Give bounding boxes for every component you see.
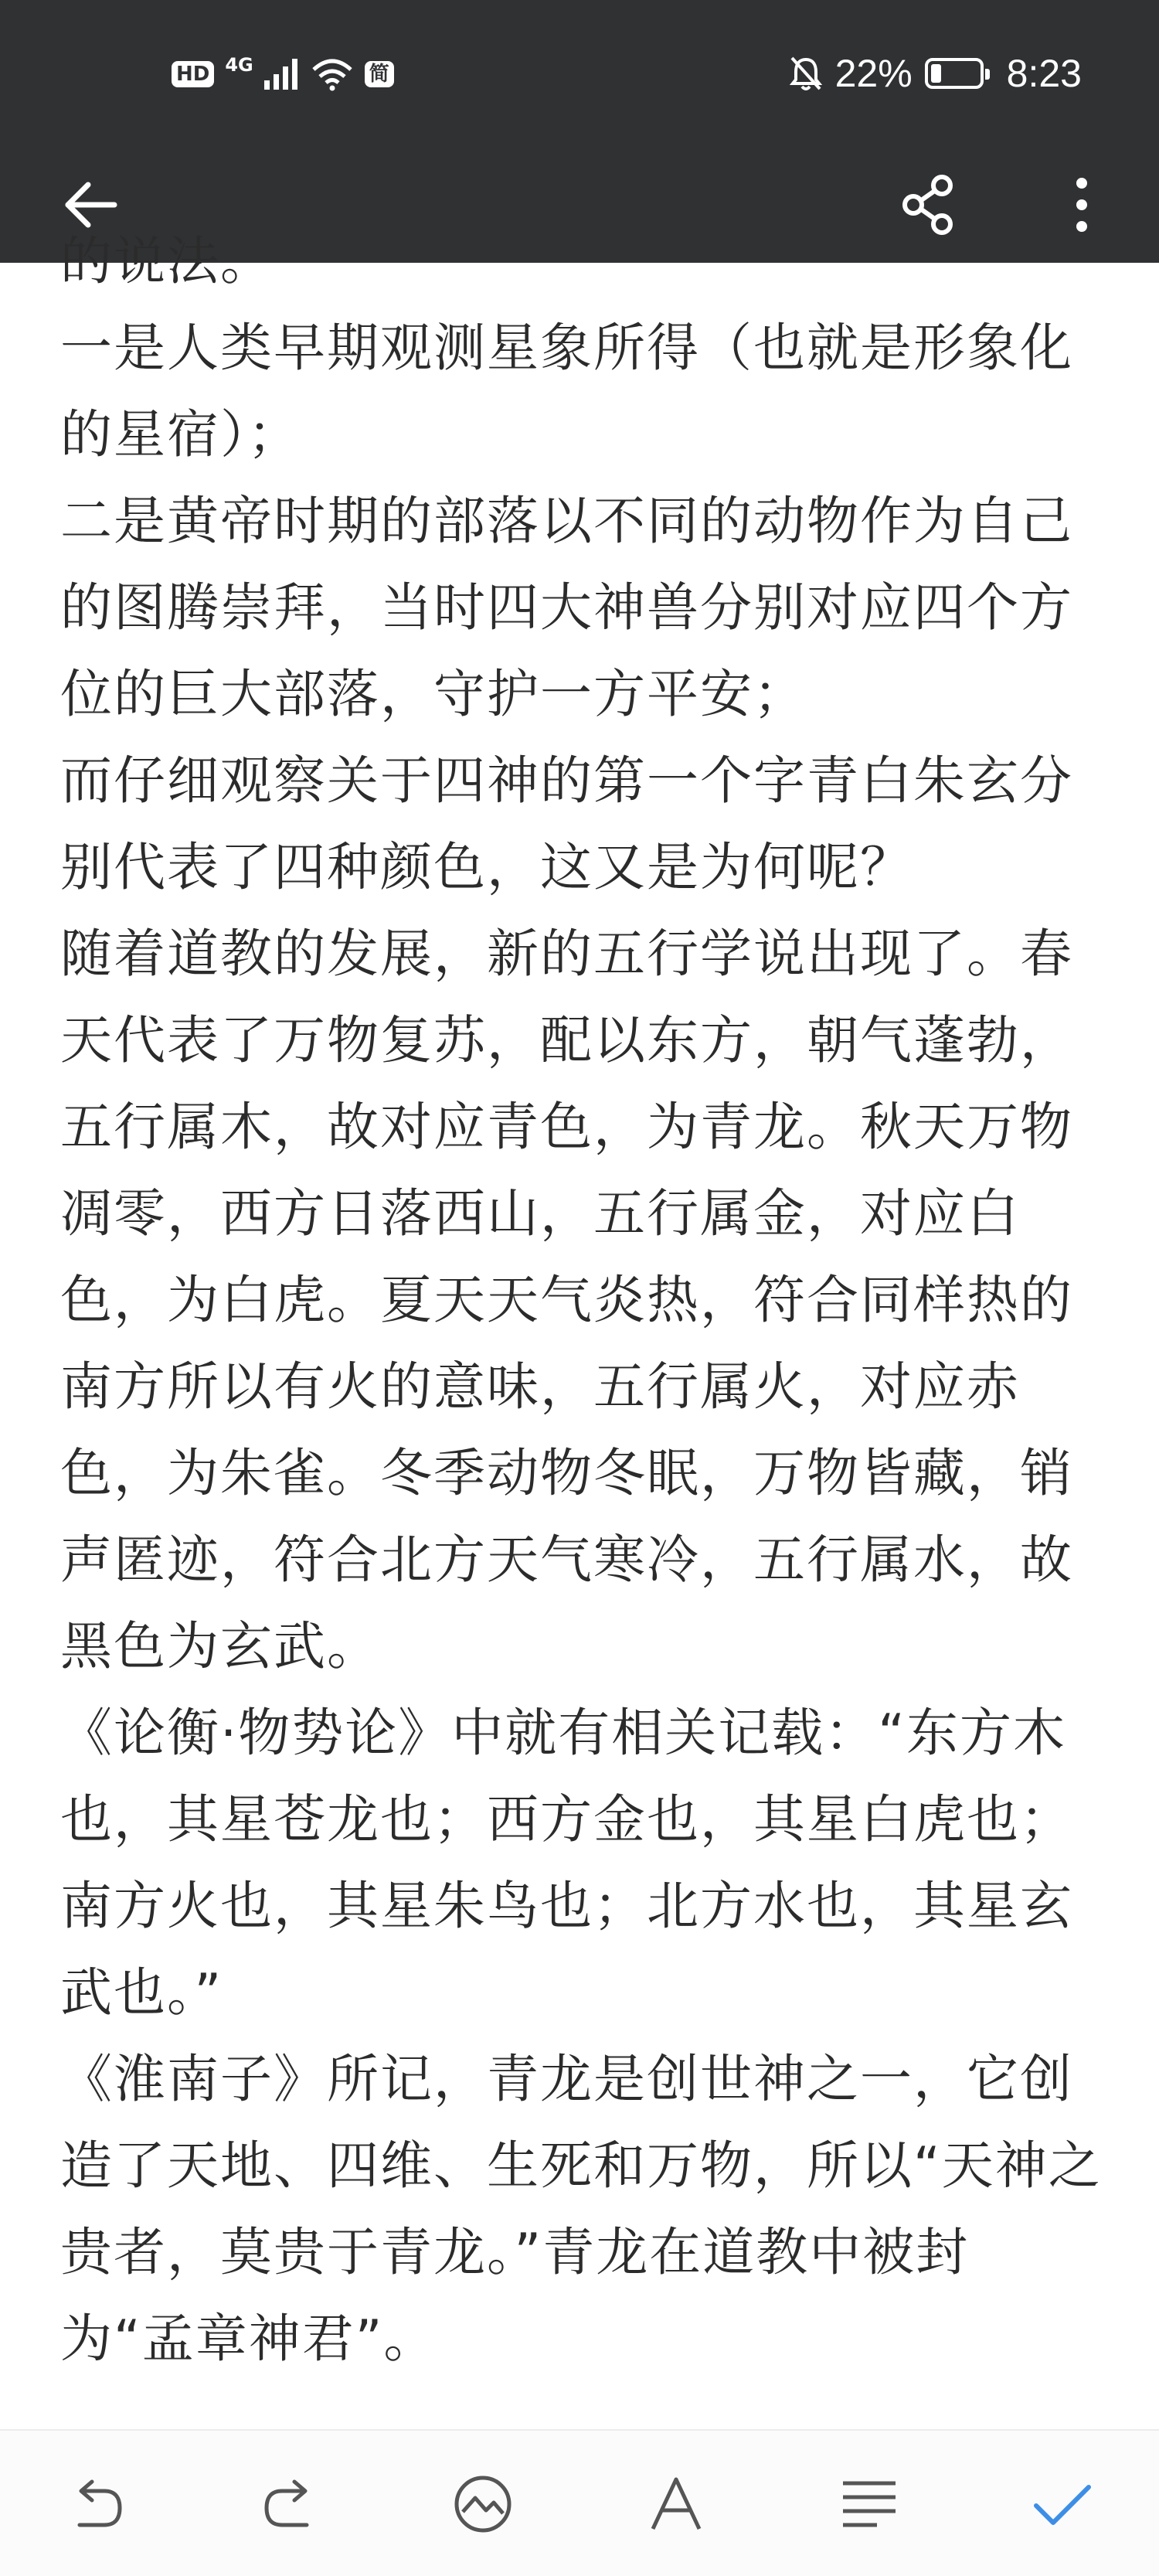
status-bar [0, 0, 1159, 147]
done-button[interactable] [1020, 2462, 1105, 2547]
status-right-group [789, 46, 1082, 100]
battery-percent: 22% [834, 52, 913, 95]
mute-bell-icon [789, 55, 823, 92]
sticker-icon [452, 2473, 514, 2535]
cellular-signal-icon [264, 57, 300, 91]
battery-icon [925, 58, 984, 89]
sticker-button[interactable] [440, 2462, 525, 2547]
paragraph: 一是人类早期观测星象所得（也就是形象化的星宿）； [60, 318, 1073, 464]
paragraph: 随着道教的发展，新的五行学说出现了。春天代表了万物复苏，配以东方，朝气蓬勃，五行属木，故对应青色，为青龙。秋天万物凋零，西方日落西山，五行属金，对应白色，为白虎。夏天天气炎热，符合同样热的南方所以有火的意味，五行属火，对应赤色，为朱雀。冬季动物冬眠，万物皆藏，销声匿迹，符合北方天气寒冷，五行属水，故黑色为玄武。 [60, 924, 1073, 1676]
battery-level-fill [931, 64, 941, 83]
paragraph-align-icon [838, 2477, 900, 2531]
font-style-button[interactable] [634, 2462, 719, 2547]
status-left-group [172, 51, 394, 97]
editor-toolbar [0, 2429, 1159, 2576]
paragraph: 二是黄帝时期的部落以不同的动物作为自己的图腾崇拜，当时四大神兽分别对应四个方位的巨大部落，守护一方平安； [60, 491, 1073, 724]
clock-time: 8:23 [1006, 52, 1082, 95]
simplified-chinese-badge: 简 [365, 61, 394, 87]
undo-icon [66, 2477, 127, 2531]
checkmark-icon [1032, 2481, 1093, 2527]
paragraph: 的说法。 [60, 231, 274, 291]
wifi-icon [311, 57, 354, 91]
paragraph: 而仔细观察关于四神的第一个字青白朱玄分别代表了四种颜色，这又是为何呢？ [60, 750, 1073, 897]
hd-badge: HD [172, 61, 214, 87]
redo-button[interactable] [247, 2462, 332, 2547]
redo-icon [259, 2477, 321, 2531]
paragraph: 《淮南子》所记，青龙是创世神之一，它创造了天地、四维、生死和万物，所以“天神之贵者，莫贵于青龙。”青龙在道教中被封为“孟章神君”。 [60, 2049, 1102, 2369]
font-style-icon [645, 2473, 707, 2535]
undo-button[interactable] [54, 2462, 139, 2547]
paragraph: 《论衡·物势论》中就有相关记载：“东方木也，其星苍龙也；西方金也，其星白虎也；南方火也，其星朱鸟也；北方水也，其星玄武也。” [60, 1703, 1073, 2023]
network-type-label: 4G [225, 54, 253, 76]
paragraph-align-button[interactable] [827, 2462, 912, 2547]
article-body[interactable] [60, 231, 1103, 2404]
